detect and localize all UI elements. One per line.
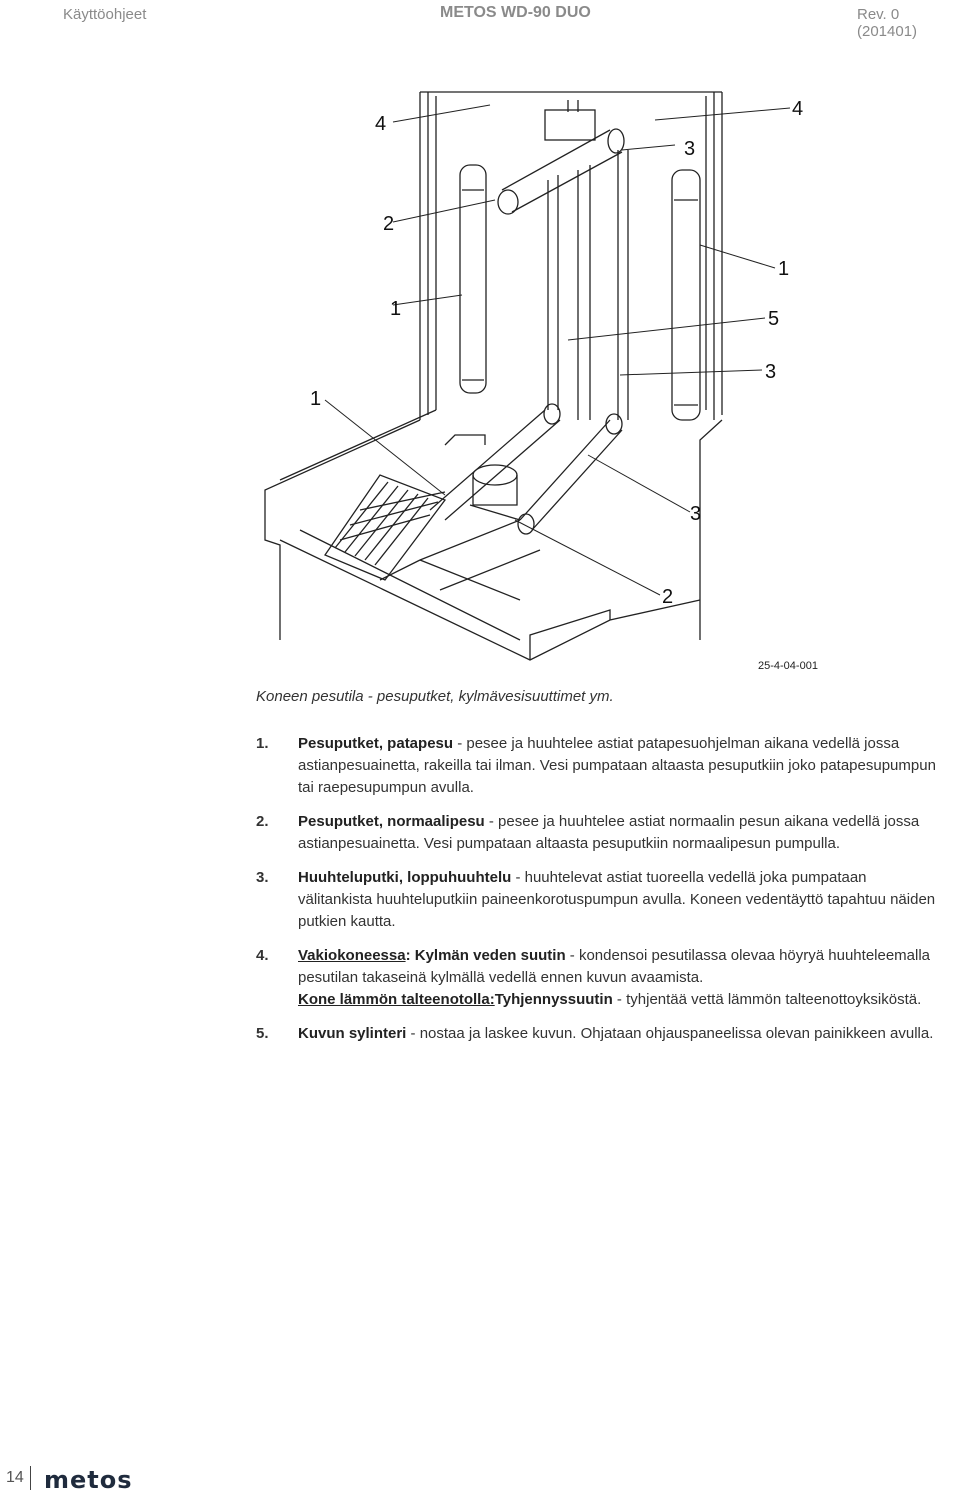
callout-1-right: 1	[778, 258, 790, 280]
callout-5: 5	[768, 308, 780, 330]
component-list	[256, 733, 936, 1057]
item-text: - pesee ja huuhtelee astiat patapesuohjelman aikana vedellä jossa astianpesuainetta, rakeilla tai ilman. Vesi pumpataan altaasta pesuputkiin joko patapesupumpun tai raepesupumpun avulla.	[298, 735, 936, 796]
callout-3-lower: 3	[690, 503, 702, 525]
header-revision: Rev. 0 (201401)	[857, 6, 918, 40]
item-text: - pesee ja huuhtelee astiat normaalin pesun aikana vedellä jossa astianpesuainetta. Vesi pumpataan altaasta pesuputkiin normaalipesun pumpulla.	[298, 813, 920, 852]
list-item	[256, 1023, 936, 1045]
list-item: 4. Vakiokoneessa: Kylmän veden suutin - kondensoi pesutilassa olevaa höyryä huuhteleemalla pesutilan takaseinä kylmällä vedellä ennen kuvun avaamista. Kone lämmön talteenotolla:Tyhjennyssuutin - tyhjentää vettä lämmön talteenottoyksiköstä.	[256, 947, 931, 1008]
callout-3-top: 3	[684, 138, 696, 160]
item-subtitle: Kone lämmön talteenotolla:	[298, 991, 495, 1008]
item-number: 5.	[256, 1025, 269, 1042]
item-number: 4.	[256, 947, 269, 964]
callout-4-right: 4	[792, 98, 804, 120]
drawing-code: 25-4-04-001	[758, 660, 818, 672]
item-text: - nostaa ja laskee kuvun. Ohjataan ohjauspaneelissa olevan painikkeen avulla.	[406, 1025, 934, 1042]
item-text: - kondensoi pesutilassa olevaa höyryä huuhteleemalla pesutilan takaseinä kylmällä vedellä ennen kuvun avaamista.	[298, 947, 931, 986]
item-number: 2.	[256, 813, 269, 830]
callout-1-bottom: 1	[310, 388, 322, 410]
header-model: METOS WD-90 DUO	[440, 4, 591, 21]
item-title-secondary: Kylmän veden suutin	[414, 947, 566, 964]
item-title: Pesuputket, normaalipesu	[298, 813, 485, 830]
callout-1-left: 1	[390, 298, 402, 320]
item-title: Kuvun sylinteri	[298, 1025, 407, 1042]
item-title: Vakiokoneessa	[298, 947, 406, 964]
item-subtext: - tyhjentää vettä lämmön talteenottoyksiköstä.	[612, 991, 922, 1008]
list-item	[256, 867, 936, 933]
figure-caption: Koneen pesutila - pesuputket, kylmävesisuuttimet ym.	[256, 688, 614, 705]
list-item	[256, 733, 936, 799]
footer-divider	[30, 1466, 31, 1490]
callout-4-left: 4	[375, 113, 387, 135]
list-item	[256, 811, 936, 855]
item-title: Huuhteluputki, loppuhuuhtelu	[298, 869, 512, 886]
machine-drawing	[0, 0, 960, 700]
callout-2-bottom: 2	[662, 586, 674, 608]
callout-3-mid: 3	[765, 361, 777, 383]
item-number: 3.	[256, 869, 269, 886]
item-number: 1.	[256, 735, 269, 752]
item-text: - huuhtelevat astiat tuoreella vedellä joka pumpataan välitankista huuhteluputkiin paineenkorotuspumpun avulla. Koneen vedentäyttö tapahtuu näiden putkien kautta.	[298, 869, 936, 930]
header-doc-type: Käyttöohjeet	[63, 6, 147, 23]
item-subtitle-secondary: Tyhjennyssuutin	[494, 991, 613, 1008]
metos-logo: metos	[44, 1466, 133, 1494]
callout-2-left: 2	[383, 213, 395, 235]
page-number: 14	[6, 1469, 24, 1486]
item-title: Pesuputket, patapesu	[298, 735, 454, 752]
